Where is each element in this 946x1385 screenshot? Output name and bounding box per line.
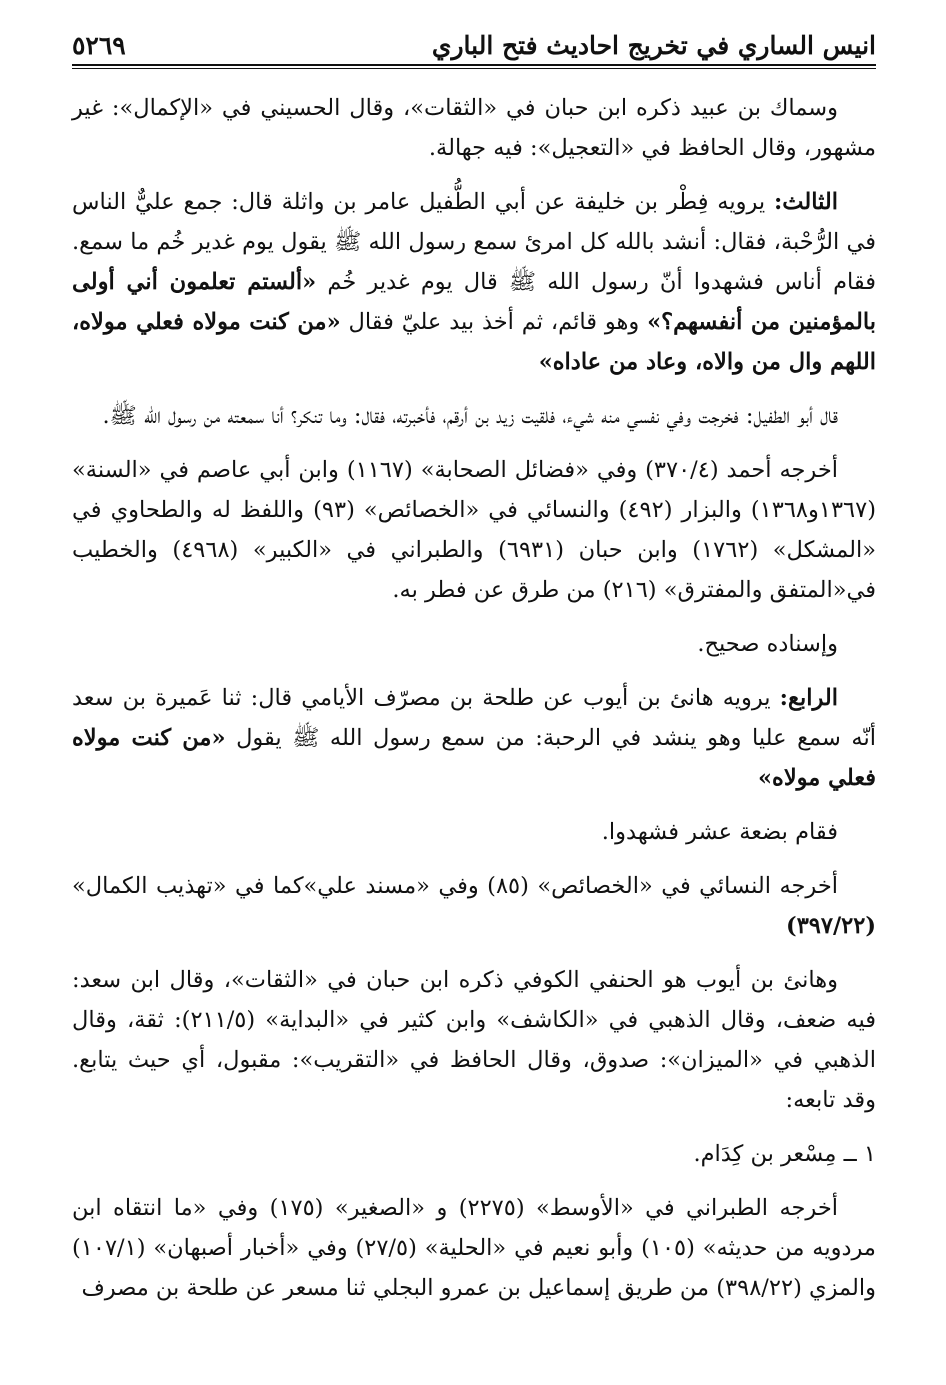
bold-text: «من كنت مولاه فعلي مولاه»	[72, 725, 876, 791]
page-body	[72, 88, 876, 1322]
bold-text: الرابع:	[779, 685, 838, 711]
header-rule	[72, 64, 876, 66]
text-run: ١ ــ مِسْعر بن كِدَام.	[693, 1141, 876, 1167]
text-run: يرويه فِطْر بن خليفة عن أبي الطُّفيل عامر بن واثلة قال: جمع عليٌّ الناس في الرُّحْبة، فقال: أنشد بالله كل امرئ سمع رسول الله ﷺ يقول يوم غدير خُم ما سمع. فقام أناس فشهدوا أنّ رسول الله ﷺ قال يوم غدير خُم	[72, 189, 877, 295]
text-run: أخرجه الطبراني في «الأوسط» (٢٢٧٥) و «الصغير» (١٧٥) وفي «ما انتقاه ابن مردويه من حديثه» (١٠٥) وأبو نعيم في «الحلية» (٢٧/٥) وفي «أخبار أصبهان» (١٠٧/١) والمزي (٣٩٨/٢٢) من طريق إسماعيل بن عمرو البجلي ثنا مسعر عن طلحة بن مصرف	[72, 1195, 876, 1301]
text-run: يرويه هانئ بن أيوب عن طلحة بن مصرّف الأيامي قال: ثنا عَميرة بن سعد أنّه سمع عليا وهو ينشد في الرحبة: من سمع رسول الله ﷺ يقول	[72, 685, 877, 751]
text-run: فقام بضعة عشر فشهدوا.	[601, 819, 838, 845]
text-run: قال أبو الطفيل: فخرجت وفي نفسي منه شيء، فلقيت زيد بن أرقم، فأخبرته، فقال: وما تنكر؟ أنا سمعته من رسول الله ﷺ.	[102, 403, 838, 429]
paragraph	[72, 866, 876, 946]
paragraph	[72, 812, 876, 852]
bold-text: الثالث:	[773, 189, 838, 215]
paragraph	[72, 678, 876, 798]
text-run: وإسناده صحيح.	[697, 631, 838, 657]
text-run: وهانئ بن أيوب هو الحنفي الكوفي ذكره ابن حبان في «الثقات»، وقال ابن سعد: فيه ضعف، وقال الذهبي في «الكاشف» وابن كثير في «البداية» (٢١١/٥): ثقة، وقال الذهبي في «الميزان»: صدوق، وقال الحافظ في «التقريب»: مقبول، أي حيث يتابع. وقد تابعه:	[72, 967, 876, 1113]
bold-text: «ألستم تعلمون أني أولى بالمؤمنين من أنفسهم؟»	[72, 269, 877, 335]
paragraph	[72, 1134, 876, 1174]
text-run: وهو قائم، ثم أخذ بيد عليّ فقال	[340, 309, 648, 335]
paragraph	[72, 960, 876, 1120]
text-run: أخرجه النسائي في «الخصائص» (٨٥) وفي «مسند علي»كما في «تهذيب الكمال»	[72, 873, 839, 899]
page-number: ٥٢٦٩	[72, 31, 126, 60]
header-rule-thin	[72, 68, 876, 69]
running-header	[72, 28, 876, 62]
bold-text: «من كنت مولاه فعلي مولاه، اللهم وال من والاه، وعاد من عاداه»	[72, 309, 876, 375]
text-run: أخرجه أحمد (٣٧٠/٤) وفي «فضائل الصحابة» (١١٦٧) وابن أبي عاصم في «السنة» (١٣٦٧و١٣٦٨) والبزار (٤٩٢) والنسائي في «الخصائص» (٩٣) واللفظ له والطحاوي في «المشكل» (١٧٦٢) وابن حبان (٦٩٣١) والطبراني في «الكبير» (٤٩٦٨) والخطيب في«المتفق والمفترق» (٢١٦) من طرق عن فطر به.	[72, 457, 876, 603]
bold-text: (٣٩٧/٢٢)	[786, 913, 876, 939]
paragraph	[72, 450, 876, 610]
paragraph	[72, 396, 876, 436]
paragraph	[72, 624, 876, 664]
book-title: انيس الساري في تخريج احاديث فتح الباري	[431, 31, 876, 60]
paragraph	[72, 182, 876, 382]
paragraph	[72, 88, 876, 168]
text-run: وسماك بن عبيد ذكره ابن حبان في «الثقات»، وقال الحسيني في «الإكمال»: غير مشهور، وقال الحافظ في «التعجيل»: فيه جهالة.	[72, 95, 876, 161]
paragraph	[72, 1188, 876, 1308]
